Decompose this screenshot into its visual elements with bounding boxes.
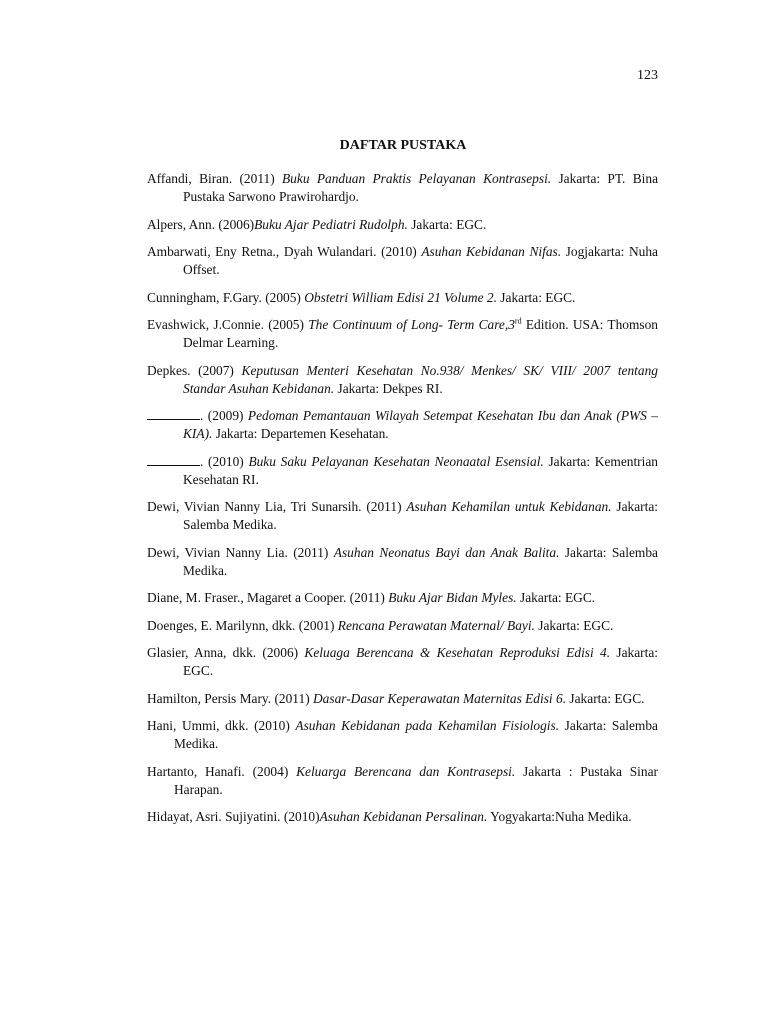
reference-list — [147, 170, 658, 836]
reference-title: Keputusan Menteri Kesehatan No.938/ Menkes/ SK/ VIII/ 2007 tentang Standar Asuhan Kebidanan. — [183, 362, 658, 396]
reference-entry — [147, 362, 658, 398]
reference-title: Keluaga Berencana & Kesehatan Reproduksi Edisi 4. — [304, 645, 611, 660]
reference-title: Buku Panduan Praktis Pelayanan Kontrasepsi. — [282, 171, 552, 186]
reference-author-year: Cunningham, F.Gary. (2005) — [147, 289, 305, 305]
reference-title: Asuhan Neonatus Bayi dan Anak Balita. — [333, 544, 560, 560]
reference-author-year: Hani, Ummi, dkk. (2010) — [147, 718, 296, 733]
reference-author-year: Alpers, Ann. (2006) — [147, 216, 255, 232]
reference-author-year: Dewi, Vivian Nanny Lia, Tri Sunarsih. (2011) — [147, 499, 407, 514]
reference-title: Buku Ajar Bidan Myles. — [388, 590, 517, 605]
reference-title: The Continuum of Long- Term Care,3 — [308, 317, 515, 332]
reference-entry — [147, 589, 658, 607]
reference-author-year: . (2009) — [200, 408, 248, 423]
reference-entry — [147, 316, 658, 352]
page-number: 123 — [637, 68, 658, 83]
reference-entry — [147, 289, 658, 307]
reference-publisher: Yogyakarta:Nuha Medika. — [487, 809, 632, 824]
reference-entry — [147, 690, 658, 708]
reference-author-year: . (2010) — [200, 453, 249, 469]
reference-entry — [147, 407, 658, 443]
reference-entry — [147, 498, 658, 534]
reference-publisher: Edition. USA: Thomson Delmar Learning. — [183, 317, 659, 350]
reference-superscript: rd — [514, 316, 522, 326]
reference-entry — [147, 717, 658, 753]
reference-title: Buku Ajar Pediatri Rudolph. — [254, 216, 408, 232]
reference-entry — [147, 808, 658, 826]
reference-publisher: Jakarta : Pustaka Sinar Harapan. — [174, 763, 659, 797]
reference-title: Asuhan Kebidanan Persalinan. — [319, 809, 488, 824]
reference-title: Buku Saku Pelayanan Kesehatan Neonaatal Esensial. — [248, 453, 544, 469]
reference-publisher: Jakarta: Dekpes RI. — [334, 380, 443, 396]
reference-publisher: Jakarta: Salemba Medika. — [174, 718, 658, 751]
reference-title: Asuhan Kehamilan untuk Kebidanan. — [406, 499, 612, 514]
reference-author-year: Hidayat, Asri. Sujiyatini. (2010) — [147, 809, 320, 824]
reference-title: Pedoman Pemantauan Wilayah Setempat Kesehatan Ibu dan Anak (PWS – KIA). — [183, 408, 658, 441]
page-title: DAFTAR PUSTAKA — [339, 138, 467, 153]
reference-author-year: Doenges, E. Marilynn, dkk. (2001) — [147, 617, 338, 633]
repeated-author-line — [147, 454, 200, 466]
reference-publisher: Jakarta: Departemen Kesehatan. — [212, 426, 389, 441]
reference-entry — [147, 544, 658, 580]
reference-publisher: Jakarta: PT. Bina Pustaka Sarwono Prawirohardjo. — [183, 171, 659, 204]
reference-author-year: Ambarwati, Eny Retna., Dyah Wulandari. (2010) — [147, 244, 422, 259]
reference-publisher: Jakarta: Kementrian Kesehatan RI. — [183, 453, 658, 487]
reference-entry — [147, 243, 658, 279]
reference-publisher: Jakarta: EGC. — [566, 690, 645, 706]
reference-title: Dasar-Dasar Keperawatan Maternitas Edisi 6. — [313, 690, 567, 706]
reference-entry — [147, 216, 658, 234]
reference-title: Obstetri William Edisi 21 Volume 2. — [304, 289, 497, 305]
reference-title: Asuhan Kebidanan pada Kehamilan Fisiologis. — [295, 718, 560, 733]
reference-author-year: Glasier, Anna, dkk. (2006) — [147, 645, 305, 660]
reference-publisher: Jakarta: EGC. — [407, 216, 487, 232]
reference-title: Rencana Perawatan Maternal/ Bayi. — [337, 617, 535, 633]
reference-publisher: Jakarta: EGC. — [496, 289, 576, 305]
reference-entry — [147, 763, 658, 799]
reference-publisher: Jogjakarta: Nuha Offset. — [183, 244, 658, 277]
repeated-author-line — [147, 408, 200, 420]
reference-author-year: Evashwick, J.Connie. (2005) — [147, 317, 309, 332]
reference-author-year: Affandi, Biran. (2011) — [147, 171, 282, 186]
reference-publisher: Jakarta: EGC. — [183, 645, 658, 678]
reference-entry — [147, 644, 658, 680]
reference-entry — [147, 453, 658, 489]
reference-author-year: Hamilton, Persis Mary. (2011) — [147, 690, 313, 706]
reference-publisher: Jakarta: EGC. — [534, 617, 614, 633]
reference-title: Keluarga Berencana dan Kontrasepsi. — [296, 763, 516, 779]
reference-title: Asuhan Kebidanan Nifas. — [421, 244, 562, 259]
reference-author-year: Diane, M. Fraser., Magaret a Cooper. (2011) — [147, 590, 389, 605]
reference-author-year: Dewi, Vivian Nanny Lia. (2011) — [147, 544, 334, 560]
reference-publisher: Jakarta: Salemba Medika. — [183, 499, 659, 532]
reference-publisher: Jakarta: Salemba Medika. — [183, 544, 658, 578]
reference-publisher: Jakarta: EGC. — [516, 590, 596, 605]
reference-entry — [147, 617, 658, 635]
reference-entry — [147, 170, 658, 206]
reference-author-year: Hartanto, Hanafi. (2004) — [147, 763, 297, 779]
reference-author-year: Depkes. (2007) — [147, 362, 242, 378]
